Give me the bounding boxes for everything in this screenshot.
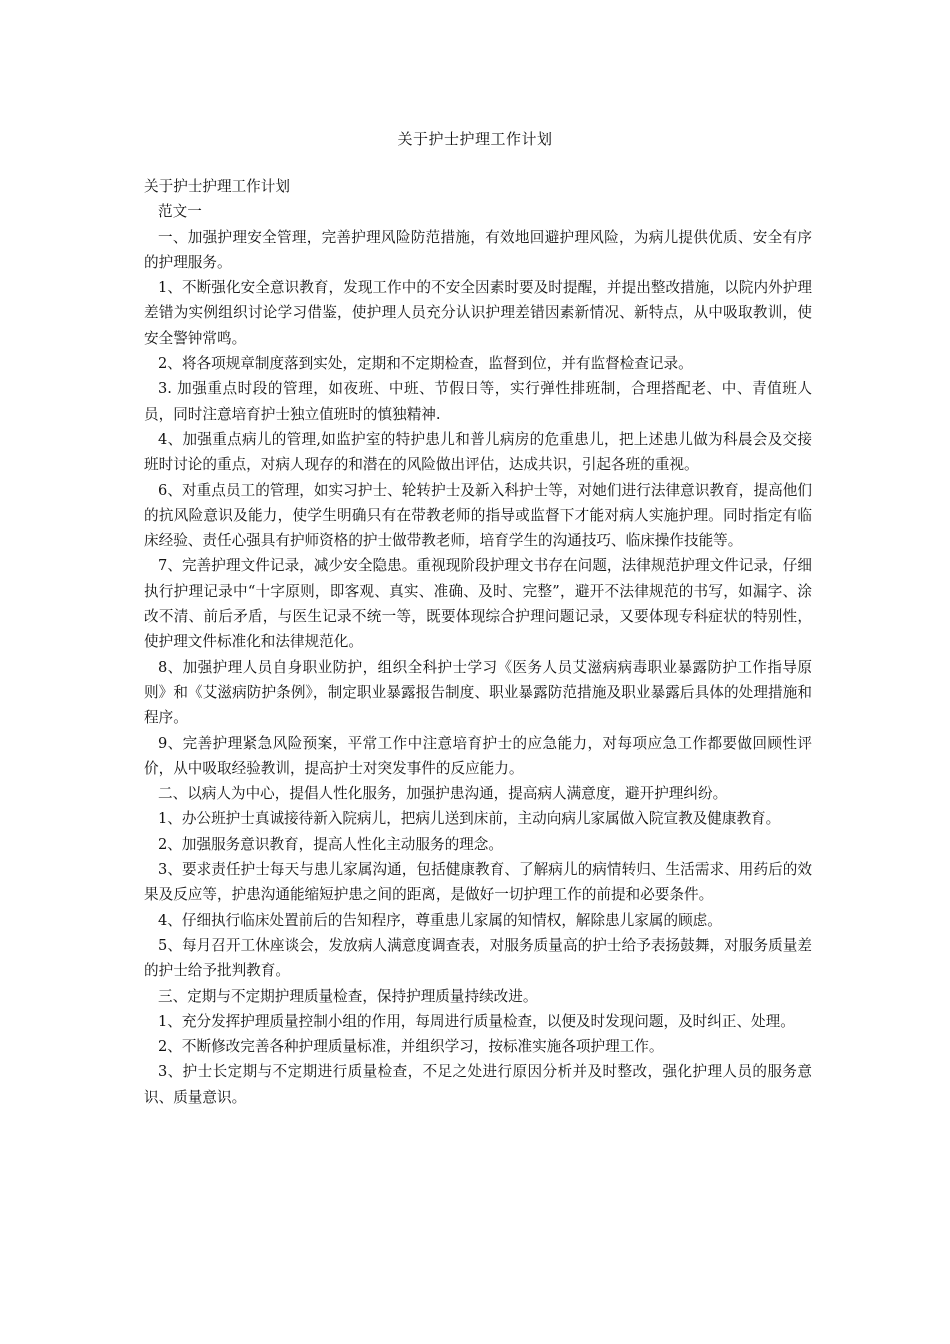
paragraph: 1、不断强化安全意识教育，发现工作中的不安全因素时要及时提醒，并提出整改措施，以院内外护理差错为实例组织讨论学习借鉴，使护理人员充分认识护理差错因素新情况、新特点，从中吸取教训，使安全警钟常鸣。 <box>144 279 812 347</box>
document-title: 关于护士护理工作计划 <box>397 130 553 148</box>
paragraph: 7、完善护理文件记录，减少安全隐患。重视现阶段护理文书存在问题，法律规范护理文件记录，仔细执行护理记录中“十字原则，即客观、真实、准确、及时、完整”，避开不法律规范的书写，如漏字、涂改不清、前后矛盾，与医生记录不统一等，既要体现综合护理问题记录，又要体现专科症状的特别性，使护理文件标准化和法律规范化。 <box>144 557 812 651</box>
paragraph: 3、要求责任护士每天与患儿家属沟通，包括健康教育、了解病儿的病情转归、生活需求、用药后的效果及反应等，护患沟通能缩短护患之间的距离，是做好一切护理工作的前提和必要条件。 <box>144 861 812 904</box>
paragraph: 1、办公班护士真诚接待新入院病儿，把病儿送到床前，主动向病儿家属做入院宣教及健康教育。 <box>158 810 781 828</box>
paragraph: 8、加强护理人员自身职业防护，组织全科护士学习《医务人员艾滋病病毒职业暴露防护工作指导原则》和《艾滋病防护条例》，制定职业暴露报告制度、职业暴露防范措施及职业暴露后具体的处理措施和程序。 <box>144 658 812 727</box>
paragraph: 4、加强重点病儿的管理,如监护室的特护患儿和普儿病房的危重患儿，把上述患儿做为科晨会及交接班时讨论的重点，对病人现存的和潜在的风险做出评估，达成共识，引起各班的重视。 <box>144 430 812 474</box>
paragraph: 4、仔细执行临床处置前后的告知程序，尊重患儿家属的知情权，解除患儿家属的顾虑。 <box>158 911 722 929</box>
paragraph: 二、以病人为中心，提倡人性化服务，加强护患沟通，提高病人满意度，避开护理纠纷。 <box>158 785 728 803</box>
paragraph: 一、加强护理安全管理，完善护理风险防范措施，有效地回避护理风险，为病儿提供优质、安全有序的护理服务。 <box>144 228 812 271</box>
paragraph: 三、定期与不定期护理质量检查，保持护理质量持续改进。 <box>158 987 538 1005</box>
paragraph: 2、将各项规章制度落到实处，定期和不定期检查，监督到位，并有监督检查记录。 <box>158 355 693 373</box>
paragraph: 关于护士护理工作计划 <box>144 178 290 195</box>
paragraph: 9、完善护理紧急风险预案，平常工作中注意培育护士的应急能力，对每项应急工作都要做回顾性评价，从中吸取经验教训，提高护士对突发事件的反应能力。 <box>144 734 812 777</box>
paragraph: 1、充分发挥护理质量控制小组的作用，每周进行质量检查，以便及时发现问题，及时纠正、处理。 <box>158 1012 795 1030</box>
paragraph: 6、对重点员工的管理，如实习护士、轮转护士及新入科护士等，对她们进行法律意识教育，提高他们的抗风险意识及能力，使学生明确只有在带教老师的指导或监督下才能对病人实施护理。同时指定有临床经验、责任心强具有护师资格的护士做带教老师，培育学生的沟通技巧、临床操作技能等。 <box>144 481 812 550</box>
paragraph: 3、护士长定期与不定期进行质量检查，不足之处进行原因分析并及时整改，强化护理人员的服务意识、质量意识。 <box>144 1063 812 1106</box>
paragraph: 2、加强服务意识教育，提高人性化主动服务的理念。 <box>158 835 503 853</box>
paragraph: 5、每月召开工休座谈会，发放病人满意度调查表，对服务质量高的护士给予表扬鼓舞，对服务质量差的护士给予批判教育。 <box>144 936 812 980</box>
document-body <box>144 174 812 1110</box>
paragraph: 3. 加强重点时段的管理，如夜班、中班、节假日等，实行弹性排班制，合理搭配老、中、青值班人员，同时注意培育护士独立值班时的慎独精神. <box>144 380 812 423</box>
paragraph: 2、不断修改完善各种护理质量标准，并组织学习，按标准实施各项护理工作。 <box>158 1038 664 1056</box>
paragraph: 范文一 <box>158 203 202 221</box>
